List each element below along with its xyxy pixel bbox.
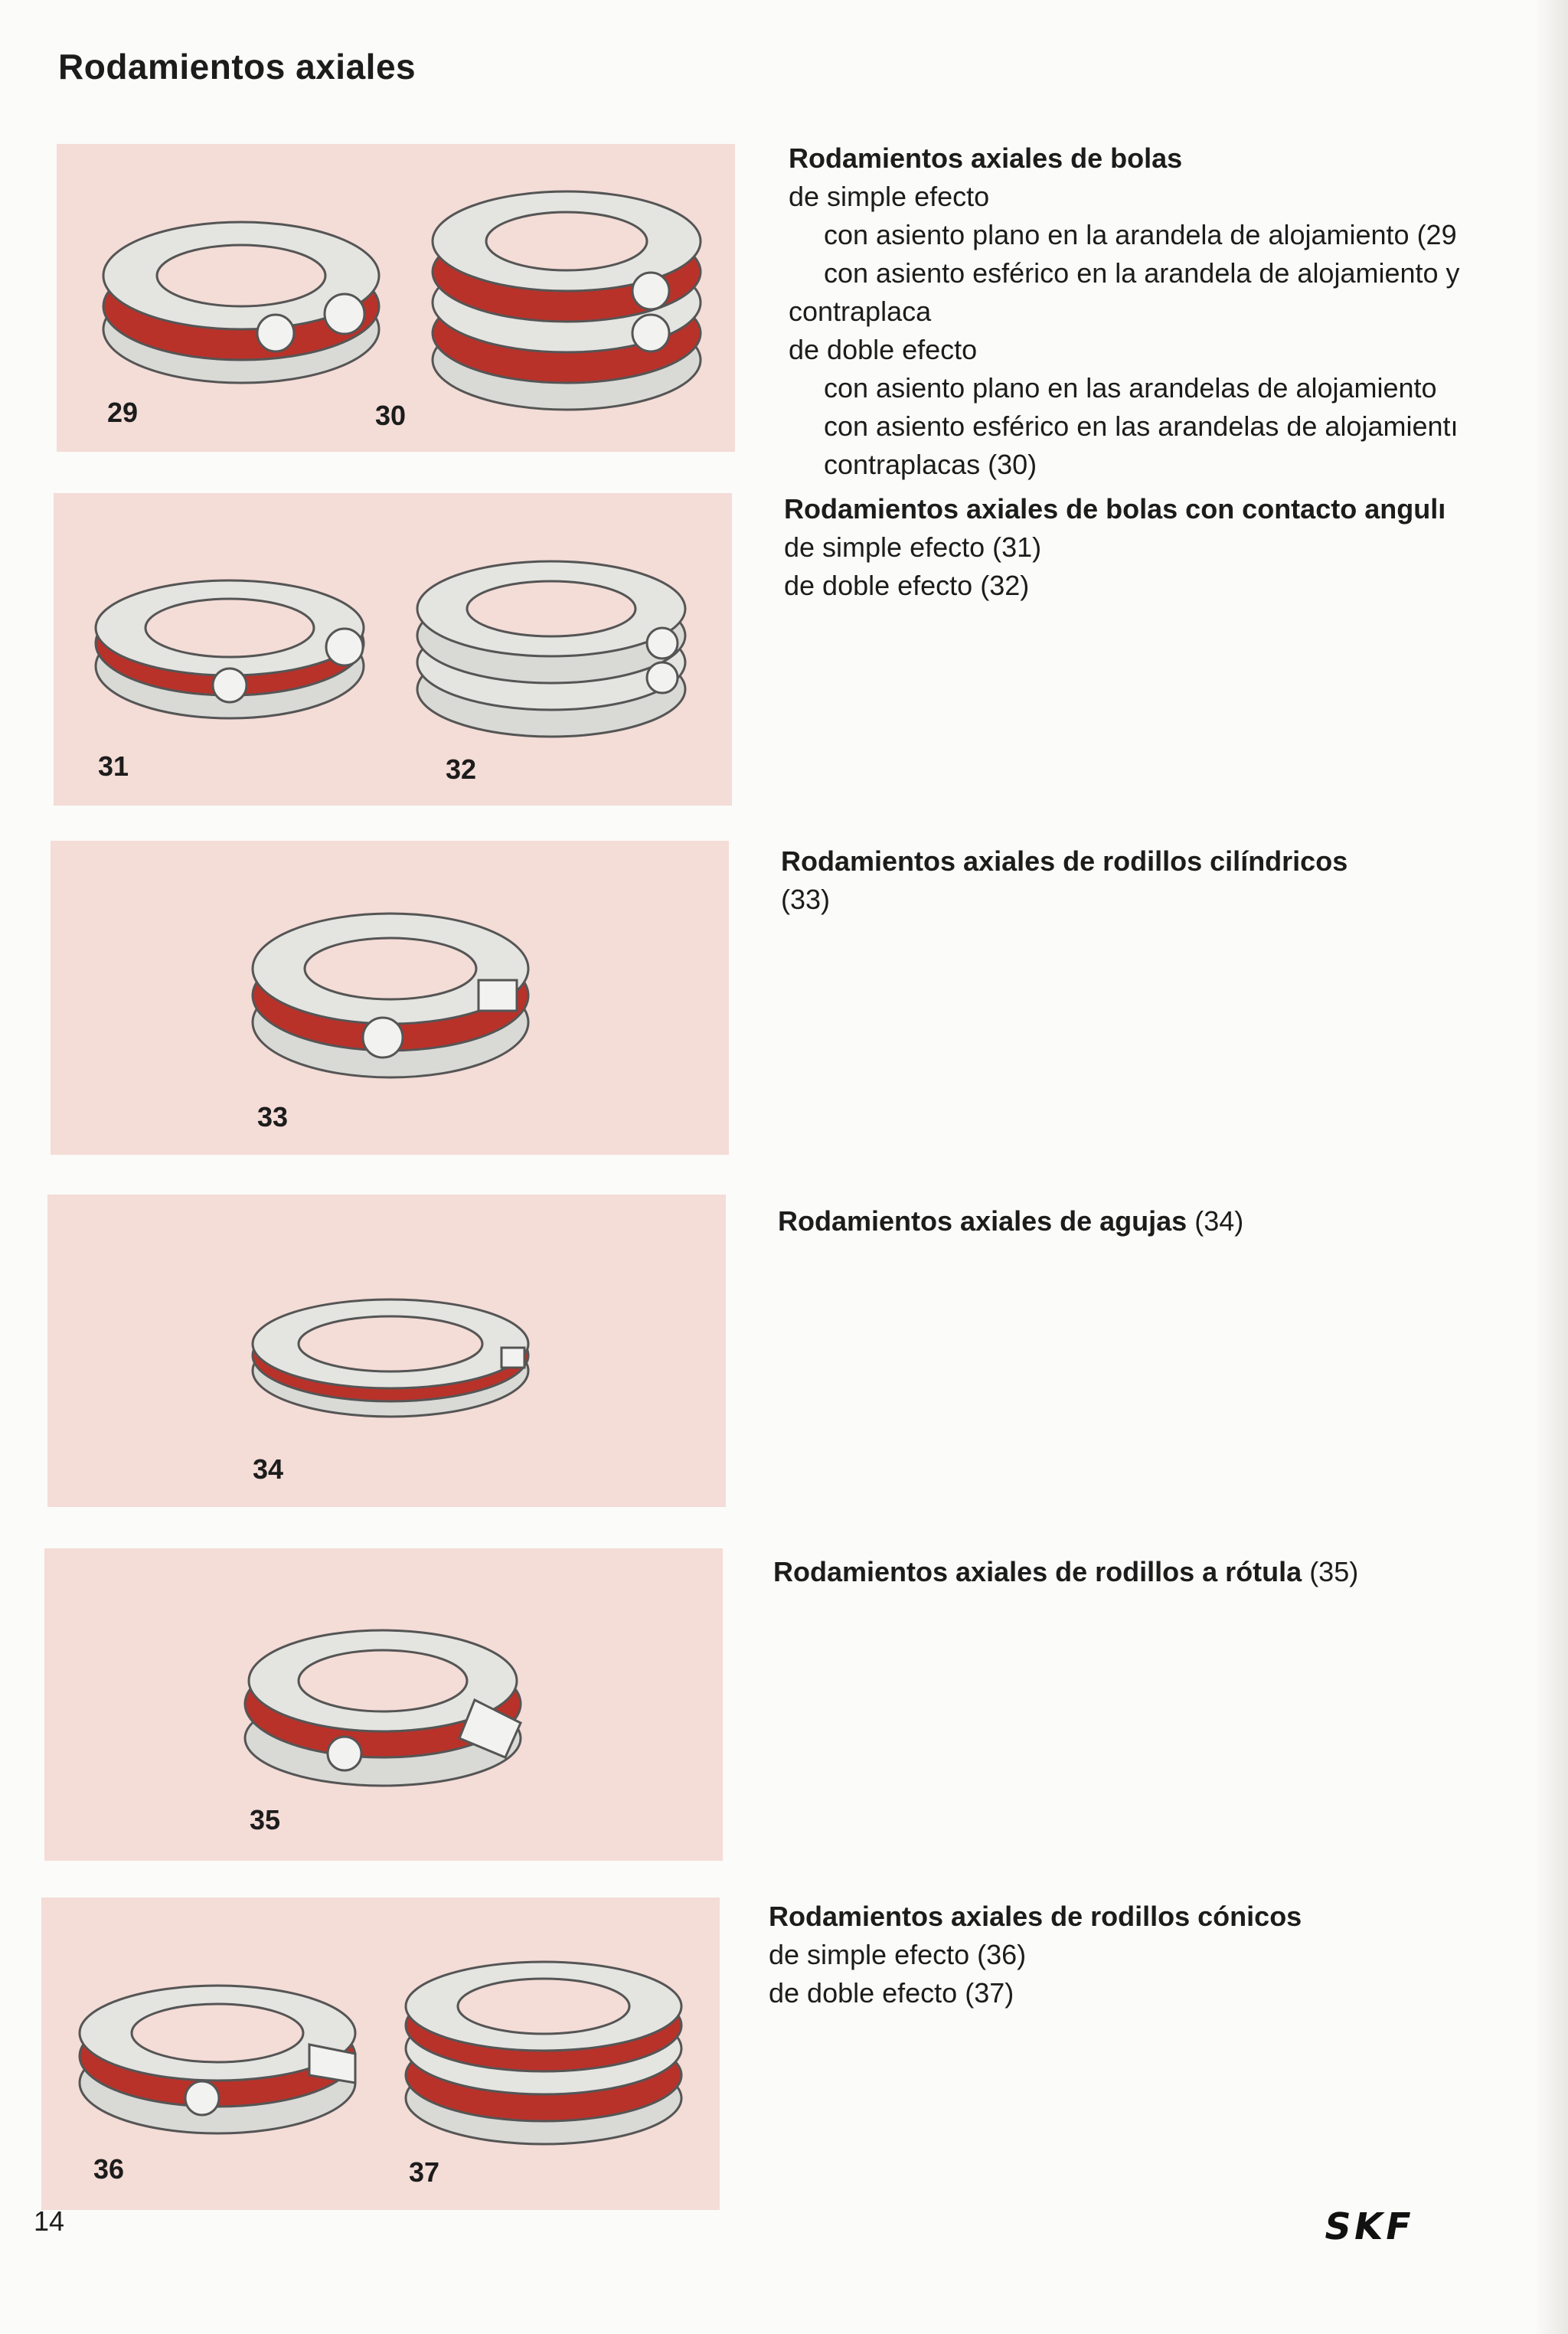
section-heading: Rodamientos axiales de rodillos cónicos: [769, 1901, 1302, 1932]
angular-contact-thrust-ball-double-icon: [406, 536, 697, 743]
figure-label-32: 32: [446, 753, 477, 785]
section-heading: Rodamientos axiales de bolas con contacto angulı: [784, 493, 1446, 525]
section-line: de doble efecto (37): [769, 1977, 1014, 2009]
section-line: de simple efecto: [789, 181, 990, 212]
skf-logo: SKF: [1321, 2205, 1418, 2248]
cylindrical-roller-thrust-icon: [237, 896, 544, 1087]
section-line: con asiento plano en las arandelas de alojamiento: [824, 372, 1437, 404]
section-line: contraplaca: [789, 296, 932, 327]
section-needle-roller: [778, 1202, 1243, 1241]
section-heading: Rodamientos axiales de rodillos cilíndricos: [781, 845, 1348, 877]
section-spherical-roller: [773, 1553, 1358, 1591]
section-angular-contact: [784, 490, 1446, 605]
tapered-roller-thrust-double-icon: [390, 1949, 697, 2148]
section-suffix: (34): [1187, 1205, 1244, 1237]
page-title: Rodamientos axiales: [58, 47, 416, 87]
spherical-roller-thrust-icon: [230, 1616, 536, 1792]
thrust-ball-bearing-single-icon: [92, 214, 390, 391]
page-edge-shadow: [1534, 0, 1568, 2334]
thrust-ball-bearing-double-icon: [421, 168, 712, 421]
section-line: (33): [781, 884, 831, 915]
section-line: de simple efecto (36): [769, 1939, 1027, 1970]
figure-label-35: 35: [250, 1804, 281, 1835]
section-heading: Rodamientos axiales de agujas: [778, 1205, 1187, 1237]
section-line: contraplacas (30): [824, 449, 1037, 480]
section-heading: Rodamientos axiales de rodillos a rótula: [773, 1556, 1302, 1587]
section-line: de simple efecto (31): [784, 531, 1042, 563]
figure-label-33: 33: [257, 1101, 289, 1133]
section-cylindrical-roller: [781, 842, 1348, 919]
page-number: 14: [34, 2205, 65, 2237]
figure-label-30: 30: [375, 400, 407, 431]
figure-label-36: 36: [93, 2153, 125, 2185]
section-line: de doble efecto (32): [784, 570, 1030, 601]
figure-label-34: 34: [253, 1453, 284, 1485]
section-line: con asiento plano en la arandela de alojamiento (29: [824, 219, 1457, 250]
section-heading: Rodamientos axiales de bolas: [789, 142, 1183, 174]
figure-label-29: 29: [107, 397, 139, 428]
angular-contact-thrust-ball-single-icon: [84, 559, 375, 727]
tapered-roller-thrust-single-icon: [64, 1968, 371, 2144]
section-suffix: (35): [1302, 1556, 1359, 1587]
needle-roller-thrust-icon: [237, 1286, 544, 1424]
section-tapered-roller: [769, 1898, 1302, 2012]
section-line: de doble efecto: [789, 334, 978, 365]
figure-label-37: 37: [409, 2156, 440, 2188]
figure-label-31: 31: [98, 750, 129, 782]
section-line: con asiento esférico en la arandela de alojamiento y: [824, 257, 1460, 289]
section-ball-thrust: [789, 139, 1460, 484]
section-line: con asiento esférico en las arandelas de alojamientı: [824, 410, 1459, 442]
